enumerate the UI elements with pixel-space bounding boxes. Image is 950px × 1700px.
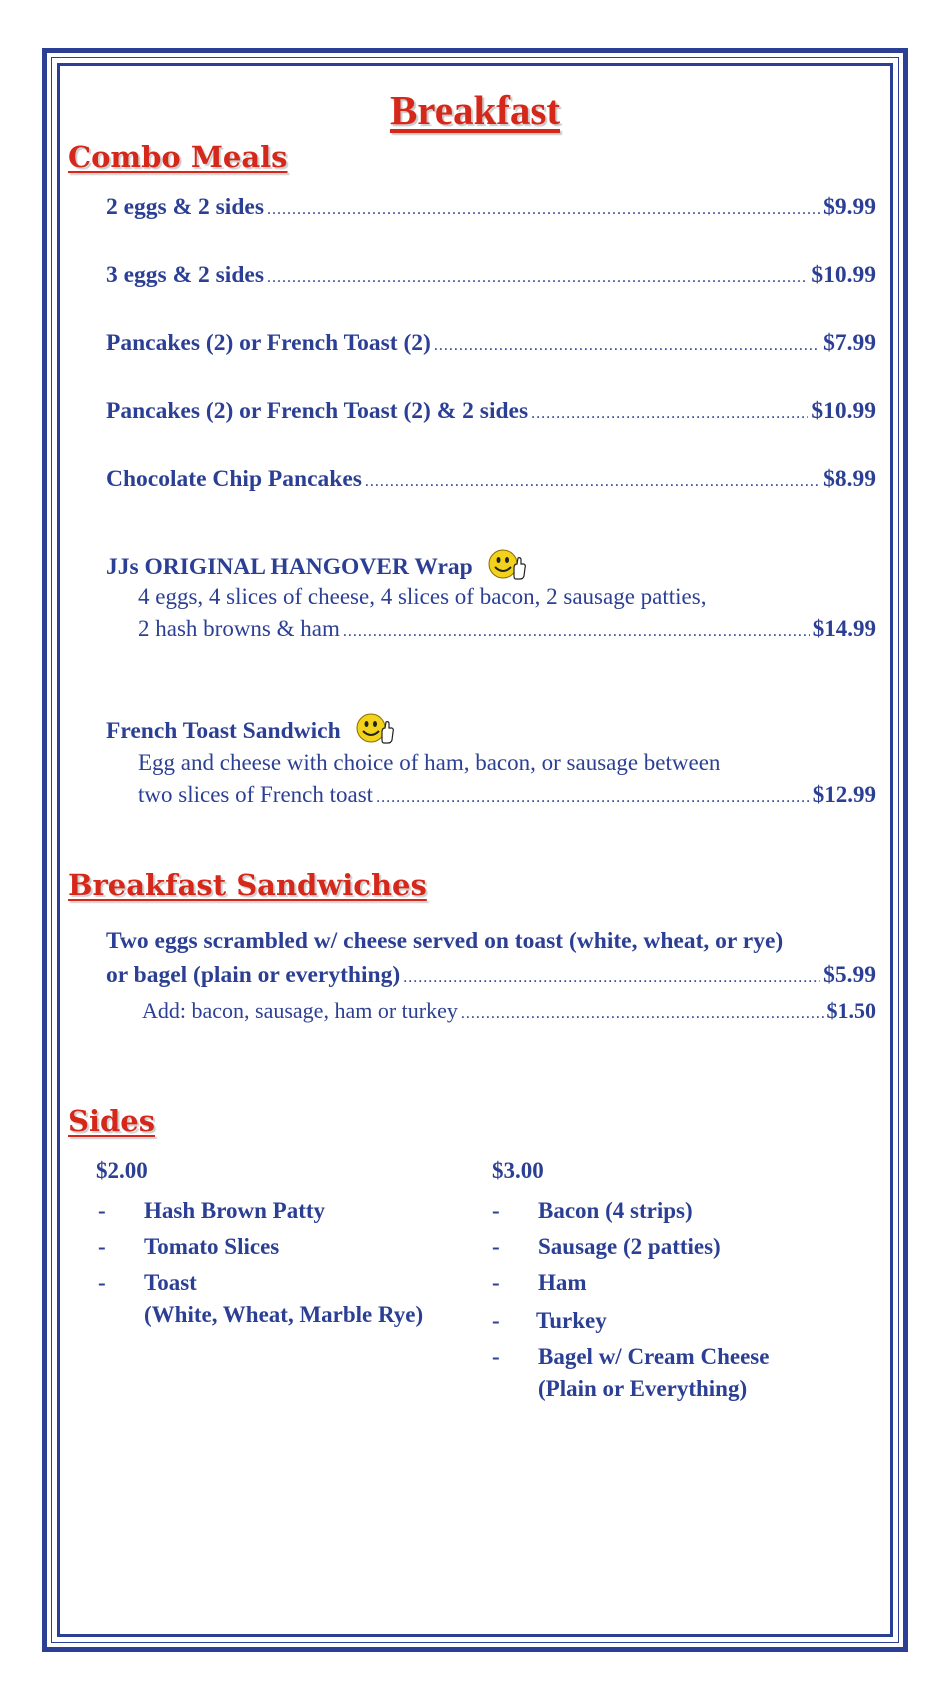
side-item: Turkey: [536, 1308, 607, 1333]
menu-item-name: or bagel (plain or everything): [106, 962, 401, 988]
side-item-note: (White, Wheat, Marble Rye): [144, 1302, 424, 1327]
menu-item-price: $9.99: [823, 194, 876, 220]
page-title: Breakfast: [389, 87, 561, 133]
side-item: Ham: [538, 1270, 587, 1295]
menu-item-price: $5.99: [823, 962, 876, 988]
dot-leader: [343, 623, 810, 641]
side-item: Hash Brown Patty: [144, 1198, 326, 1223]
menu-item-price: $12.99: [812, 782, 876, 807]
menu-item-name: JJs ORIGINAL HANGOVER Wrap: [106, 553, 473, 580]
dot-leader: [531, 405, 808, 423]
list-bullet: -: [98, 1270, 106, 1295]
dot-leader: [403, 969, 820, 987]
list-bullet: -: [492, 1308, 500, 1333]
french-toast-sandwich-title: [106, 714, 389, 748]
dot-leader: [267, 269, 808, 287]
french-toast-sandwich-description: Egg and cheese with choice of ham, bacon, or sausage between: [138, 750, 721, 775]
menu-item: [106, 194, 876, 221]
dot-leader: [434, 337, 820, 355]
side-item: Sausage (2 patties): [538, 1234, 721, 1259]
hangover-wrap-price-row: [138, 616, 876, 642]
menu-item-price: $7.99: [823, 330, 876, 356]
sides-col1-price: $2.00: [96, 1158, 148, 1183]
menu-item-price: $10.99: [811, 398, 876, 424]
sandwich-price-row: [106, 962, 876, 989]
list-bullet: -: [492, 1344, 500, 1369]
side-item-note: (Plain or Everything): [538, 1376, 748, 1401]
dot-leader: [461, 1005, 824, 1023]
hangover-wrap-title: [106, 550, 521, 584]
menu-item-name: French Toast Sandwich: [106, 717, 341, 744]
addon-label: Add: bacon, sausage, ham or turkey: [142, 998, 458, 1023]
breakfast-sandwiches-heading: Breakfast Sandwiches: [68, 868, 427, 902]
menu-item-price: $8.99: [823, 466, 876, 492]
menu-item-desc: two slices of French toast: [138, 782, 374, 807]
sides-col2-price: $3.00: [492, 1158, 544, 1183]
menu-item-name: 2 eggs & 2 sides: [106, 194, 264, 220]
menu-item-desc: 2 hash browns & ham: [138, 616, 340, 641]
menu-item-name: Pancakes (2) or French Toast (2) & 2 sides: [106, 398, 529, 424]
menu-item: [106, 330, 876, 357]
menu-item-price: $14.99: [812, 616, 876, 641]
menu-item: [106, 466, 876, 493]
sandwich-description: Two eggs scrambled w/ cheese served on toast (white, wheat, or rye): [106, 928, 784, 954]
sides-heading: Sides: [68, 1104, 156, 1138]
menu-item-name: 3 eggs & 2 sides: [106, 262, 264, 288]
menu-item-name: Pancakes (2) or French Toast (2): [106, 330, 431, 356]
addon-price: $1.50: [826, 998, 876, 1023]
menu-item-price: $10.99: [811, 262, 876, 288]
smiley-thumbs-up-icon: [487, 550, 521, 584]
smiley-thumbs-up-icon: [355, 714, 389, 748]
menu-page: [66, 48, 884, 1652]
side-item: Bacon (4 strips): [538, 1198, 693, 1223]
dot-leader: [376, 789, 810, 807]
side-item: Bagel w/ Cream Cheese: [538, 1344, 770, 1369]
list-bullet: -: [492, 1234, 500, 1259]
sandwich-addon-row: [142, 998, 876, 1024]
menu-item: [106, 398, 876, 425]
hangover-wrap-description: 4 eggs, 4 slices of cheese, 4 slices of bacon, 2 sausage patties,: [138, 584, 707, 609]
list-bullet: -: [98, 1198, 106, 1223]
menu-item: [106, 262, 876, 289]
list-bullet: -: [492, 1198, 500, 1223]
side-item: Toast: [144, 1270, 197, 1295]
dot-leader: [365, 473, 820, 491]
dot-leader: [267, 201, 820, 219]
side-item: Tomato Slices: [144, 1234, 280, 1259]
list-bullet: -: [98, 1234, 106, 1259]
french-toast-sandwich-price-row: [138, 782, 876, 808]
combo-meals-heading: Combo Meals: [68, 140, 288, 174]
list-bullet: -: [492, 1270, 500, 1295]
menu-item-name: Chocolate Chip Pancakes: [106, 466, 362, 492]
